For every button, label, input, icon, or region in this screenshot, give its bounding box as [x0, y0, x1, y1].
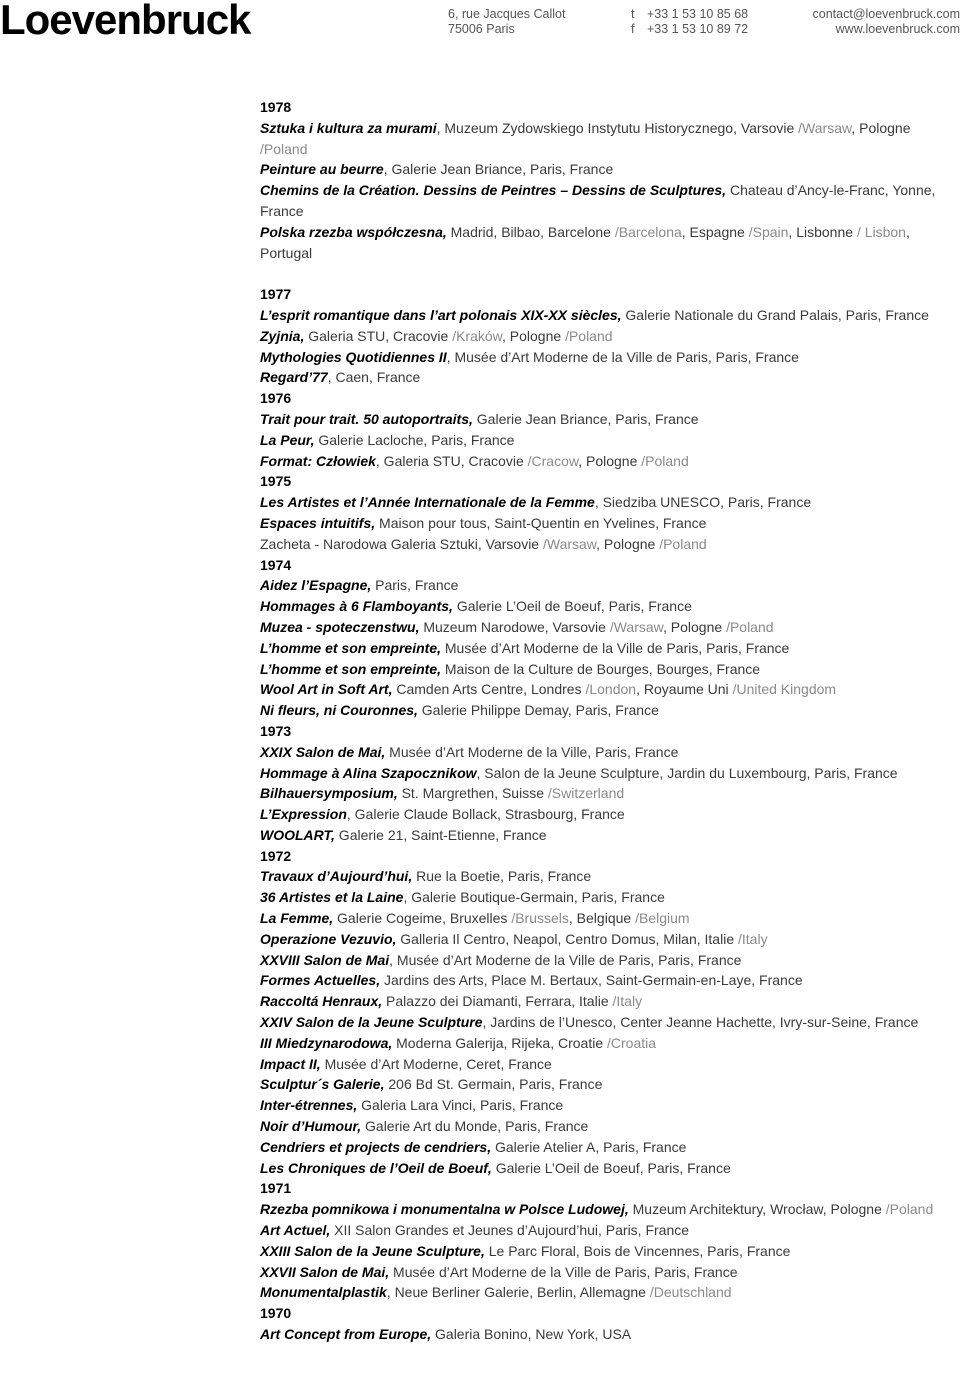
exhibition-venue: Musée d’Art Moderne de la Ville de Paris, Paris, France	[441, 639, 790, 656]
exhibition-venue: Palazzo dei Diamanti, Ferrara, Italie	[382, 993, 613, 1010]
exhibition-title: Muzea - spoteczenstwu,	[260, 618, 420, 635]
exhibition-title: Monumentalplastik	[260, 1284, 387, 1301]
exhibition-venue: , Musée d’Art Moderne de la Ville de Paris, Paris, France	[389, 951, 742, 968]
exhibition-entry	[260, 887, 960, 908]
year-heading: 1975	[260, 473, 292, 490]
exhibition-venue: , Pologne	[663, 618, 727, 635]
exhibition-entry	[260, 159, 960, 180]
english-place-name: /Poland	[641, 452, 689, 469]
exhibition-venue: , Lisbonne	[788, 223, 857, 240]
exhibition-entry	[260, 929, 960, 950]
exhibition-venue: , Pologne	[502, 327, 566, 344]
exhibition-title: Hommage à Alina Szapocznikow	[260, 764, 477, 781]
exhibition-title: Ni fleurs, ni Couronnes,	[260, 702, 418, 719]
exhibition-title: La Peur,	[260, 431, 315, 448]
exhibition-title: Travaux d’Aujourd’hui,	[260, 868, 413, 885]
exhibition-entry	[260, 659, 960, 680]
exhibition-title: Art Actuel,	[260, 1222, 331, 1239]
english-place-name: /Switzerland	[547, 785, 625, 802]
exhibition-entry	[260, 513, 960, 534]
exhibition-title: Inter-étrennes,	[260, 1097, 358, 1114]
exhibition-entry	[260, 1095, 960, 1116]
exhibition-entry	[260, 596, 960, 617]
exhibition-entry	[260, 970, 960, 991]
exhibition-entry	[260, 1220, 960, 1241]
exhibition-entry	[260, 1199, 960, 1220]
exhibition-venue: , Galerie Boutique-Germain, Paris, France	[403, 889, 665, 906]
exhibition-venue: Jardins des Arts, Place M. Bertaux, Saint-Germain-en-Laye, France	[380, 972, 803, 989]
year-heading: 1976	[260, 390, 292, 407]
exhibition-venue: 206 Bd St. Germain, Paris, France	[384, 1076, 603, 1093]
exhibition-title: La Femme,	[260, 910, 334, 927]
fax-number: +33 1 53 10 89 72	[647, 22, 749, 36]
exhibition-venue: Paris, France	[371, 577, 459, 594]
exhibition-title: L’homme et son empreinte,	[260, 660, 441, 677]
exhibition-entry	[260, 305, 960, 326]
english-place-name: /Deutschland	[649, 1284, 732, 1301]
exhibition-title: Peinture au beurre	[260, 161, 384, 178]
exhibition-entry	[260, 679, 960, 700]
exhibition-entry	[260, 430, 960, 451]
english-place-name: /Poland	[885, 1201, 934, 1218]
exhibition-title: Sculptur´s Galerie,	[260, 1076, 385, 1093]
exhibition-title: Espaces intuitifs,	[260, 514, 376, 531]
address-block	[448, 7, 565, 37]
year-heading: 1977	[260, 286, 292, 303]
exhibition-entry	[260, 1241, 960, 1262]
exhibition-venue: , Pologne	[578, 452, 642, 469]
exhibition-entry	[260, 492, 960, 513]
website-link[interactable]: www.loevenbruck.com	[835, 22, 960, 36]
exhibition-entry	[260, 991, 960, 1012]
exhibition-venue: , Siedziba UNESCO, Paris, France	[594, 494, 812, 511]
exhibition-venue: Musée d’Art Moderne, Ceret, France	[320, 1055, 552, 1072]
exhibition-entry	[260, 908, 960, 929]
exhibition-venue: Galerie L’Oeil de Boeuf, Paris, France	[491, 1159, 731, 1176]
fax-label: f	[631, 22, 635, 36]
english-place-name: /Italy	[612, 993, 643, 1010]
exhibition-venue: Rue la Boetie, Paris, France	[412, 868, 592, 885]
contact-block	[813, 7, 960, 37]
exhibition-venue: Chateau d’Ancy-le-Franc, Yonne, France	[260, 182, 936, 219]
exhibition-title: L’esprit romantique dans l’art polonais XIX-XX siècles,	[260, 306, 622, 323]
year-heading: 1970	[260, 1305, 292, 1322]
exhibition-venue: Le Parc Floral, Bois de Vincennes, Paris, France	[484, 1242, 791, 1259]
exhibition-entry	[260, 1074, 960, 1095]
exhibition-entry	[260, 950, 960, 971]
exhibition-title: Raccoltá Henraux,	[260, 993, 383, 1010]
exhibition-venue: Galeria Bonino, New York, USA	[431, 1326, 632, 1343]
exhibition-title: III Miedzynarodowa,	[260, 1034, 393, 1051]
exhibition-title: Impact II,	[260, 1055, 321, 1072]
year-heading: 1973	[260, 722, 292, 739]
english-place-name: /Spain	[748, 223, 789, 240]
exhibition-entry	[260, 1054, 960, 1075]
english-place-name: /Poland	[659, 535, 707, 552]
exhibition-venue: , Belgique	[568, 910, 636, 927]
exhibition-title: Format: Człowiek	[260, 452, 376, 469]
exhibition-venue: , Portugal	[260, 223, 910, 261]
exhibition-title: Zyjnia,	[260, 327, 305, 344]
exhibition-venue: Muzeum Architektury, Wrocław, Pologne	[628, 1201, 886, 1218]
exhibition-list	[260, 97, 960, 1345]
exhibition-entry	[260, 347, 960, 368]
exhibition-title: Aidez l’Espagne,	[260, 577, 372, 594]
exhibition-title: Mythologies Quotidiennes II	[260, 348, 447, 365]
exhibition-venue: Galerie Art du Monde, Paris, France	[361, 1118, 589, 1135]
exhibition-title: L’homme et son empreinte,	[260, 639, 441, 656]
exhibition-entry	[260, 326, 960, 347]
exhibition-entry	[260, 118, 960, 160]
exhibition-entry	[260, 1137, 960, 1158]
english-place-name: /London	[585, 681, 637, 698]
exhibition-title: Trait pour trait. 50 autoportraits,	[260, 410, 473, 427]
phone-number: +33 1 53 10 85 68	[647, 7, 749, 21]
exhibition-venue: Zacheta - Narodowa Galeria Sztuki, Varsovie	[260, 535, 543, 552]
english-place-name: /Belgium	[635, 910, 690, 927]
exhibition-venue: Camden Arts Centre, Londres	[392, 681, 586, 698]
exhibition-venue: , Neue Berliner Galerie, Berlin, Allemagne	[386, 1284, 650, 1301]
english-place-name: /United Kingdom	[732, 681, 837, 698]
exhibition-entry	[260, 575, 960, 596]
english-place-name: /Poland	[565, 327, 613, 344]
year-heading: 1972	[260, 847, 292, 864]
exhibition-entry	[260, 700, 960, 721]
exhibition-entry	[260, 742, 960, 763]
exhibition-title: Formes Actuelles,	[260, 972, 381, 989]
exhibition-venue: Galeria Lara Vinci, Paris, France	[357, 1097, 564, 1114]
exhibition-venue: , Pologne	[596, 535, 660, 552]
exhibition-venue: , Royaume Uni	[636, 681, 733, 698]
exhibition-title: XXIV Salon de la Jeune Sculpture	[260, 1014, 483, 1031]
english-place-name: /Warsaw	[609, 618, 663, 635]
exhibition-entry	[260, 783, 960, 804]
exhibition-venue: Galerie 21, Saint-Etienne, France	[334, 826, 547, 843]
exhibition-entry	[260, 866, 960, 887]
address-line-2: 75006 Paris	[448, 22, 515, 36]
exhibition-entry	[260, 451, 960, 472]
year-heading: 1978	[260, 99, 292, 115]
exhibition-entry	[260, 1282, 960, 1303]
exhibition-entry	[260, 825, 960, 846]
exhibition-title: WOOLART,	[260, 826, 335, 843]
exhibition-title: Cendriers et projects de cendriers,	[260, 1138, 492, 1155]
exhibition-entry	[260, 763, 960, 784]
exhibition-title: Regard’77	[260, 369, 328, 386]
exhibition-title: Noir d’Humour,	[260, 1118, 362, 1135]
exhibition-venue: Galerie Atelier A, Paris, France	[491, 1138, 687, 1155]
exhibition-entry	[260, 1116, 960, 1137]
exhibition-venue: Galeria STU, Cracovie	[304, 327, 453, 344]
phone-label: t	[631, 7, 635, 21]
exhibition-venue: , Pologne	[851, 119, 911, 136]
exhibition-entry	[260, 804, 960, 825]
english-place-name: /Barcelona	[614, 223, 682, 240]
exhibition-venue: , Galeria STU, Cracovie	[375, 452, 528, 469]
exhibition-entry	[260, 409, 960, 430]
exhibition-entry	[260, 1158, 960, 1179]
exhibition-venue: Galerie Jean Briance, Paris, France	[472, 410, 699, 427]
exhibition-title: XXIX Salon de Mai,	[260, 743, 386, 760]
exhibition-venue: St. Margrethen, Suisse	[397, 785, 548, 802]
exhibition-title: Wool Art in Soft Art,	[260, 681, 393, 698]
exhibition-venue: Moderna Galerija, Rijeka, Croatie	[392, 1034, 608, 1051]
exhibition-entry	[260, 180, 960, 222]
year-heading: 1971	[260, 1180, 292, 1197]
exhibition-entry	[260, 617, 960, 638]
year-spacer	[260, 263, 960, 284]
english-place-name: /Poland	[260, 140, 308, 157]
exhibition-venue: Galerie Cogeime, Bruxelles	[333, 910, 512, 927]
exhibition-title: XXIII Salon de la Jeune Sculpture,	[260, 1242, 485, 1259]
exhibition-venue: Galerie Nationale du Grand Palais, Paris, France	[621, 306, 929, 323]
english-place-name: /Brussels	[511, 910, 569, 927]
exhibition-entry	[260, 367, 960, 388]
exhibition-entry	[260, 1262, 960, 1283]
phone-block	[631, 7, 748, 37]
exhibition-venue: , Muzeum Zydowskiego Instytutu Historycznego, Varsovie	[436, 119, 799, 136]
exhibition-venue: , Caen, France	[327, 369, 421, 386]
exhibition-venue: , Salon de la Jeune Sculpture, Jardin du Luxembourg, Paris, France	[476, 764, 898, 781]
exhibition-entry	[260, 222, 960, 264]
english-place-name: /Croatia	[607, 1034, 657, 1051]
exhibition-venue: , Espagne	[681, 223, 749, 240]
exhibition-venue: Galerie Lacloche, Paris, France	[314, 431, 515, 448]
exhibition-title: Chemins de la Création. Dessins de Peintres – Dessins de Sculptures,	[260, 182, 727, 199]
email-link[interactable]: contact@loevenbruck.com	[812, 7, 960, 21]
exhibition-venue: , Musée d’Art Moderne de la Ville de Paris, Paris, France	[446, 348, 799, 365]
english-place-name: /Poland	[726, 618, 774, 635]
exhibition-venue: , Jardins de l’Unesco, Center Jeanne Hachette, Ivry-sur-Seine, France	[482, 1014, 919, 1031]
exhibition-title: Operazione Vezuvio,	[260, 930, 397, 947]
exhibition-venue: Maison pour tous, Saint-Quentin en Yvelines, France	[375, 514, 707, 531]
exhibition-venue: XII Salon Grandes et Jeunes d’Aujourd’hui, Paris, France	[330, 1222, 690, 1239]
exhibition-title: Les Artistes et l’Année Internationale de la Femme	[260, 494, 595, 511]
exhibition-venue: Galleria Il Centro, Neapol, Centro Domus, Milan, Italie	[396, 930, 738, 947]
gallery-logo: Loevenbruck	[0, 0, 251, 43]
exhibition-venue: Muzeum Narodowe, Varsovie	[419, 618, 610, 635]
exhibition-venue: Madrid, Bilbao, Barcelone	[446, 223, 615, 240]
exhibition-title: Bilhauersymposium,	[260, 785, 398, 802]
exhibition-title: Sztuka i kultura za murami	[260, 119, 437, 136]
exhibition-title: Les Chroniques de l’Oeil de Boeuf,	[260, 1159, 492, 1176]
exhibition-title: XXVIII Salon de Mai	[260, 951, 390, 968]
exhibition-title: Art Concept from Europe,	[260, 1326, 432, 1343]
exhibition-venue: , Galerie Claude Bollack, Strasbourg, France	[346, 806, 625, 823]
exhibition-venue: Musée d’Art Moderne de la Ville, Paris, France	[385, 743, 679, 760]
english-place-name: / Lisbon	[856, 223, 906, 240]
address-line-1: 6, rue Jacques Callot	[448, 7, 566, 21]
exhibition-venue: Musée d’Art Moderne de la Ville de Paris, Paris, France	[389, 1263, 738, 1280]
exhibition-title: 36 Artistes et la Laine	[260, 889, 404, 906]
exhibition-entry	[260, 1033, 960, 1054]
exhibition-entry	[260, 534, 960, 555]
exhibition-title: XXVII Salon de Mai,	[260, 1263, 390, 1280]
exhibition-entry	[260, 1012, 960, 1033]
exhibition-venue: , Galerie Jean Briance, Paris, France	[383, 161, 614, 178]
exhibition-entry	[260, 638, 960, 659]
english-place-name: /Kraków	[452, 327, 502, 344]
exhibition-venue: Maison de la Culture de Bourges, Bourges, France	[441, 660, 761, 677]
exhibition-title: L’Expression	[260, 806, 347, 823]
exhibition-venue: Galerie L’Oeil de Boeuf, Paris, France	[452, 598, 692, 615]
english-place-name: /Warsaw	[798, 119, 852, 136]
english-place-name: /Cracow	[527, 452, 579, 469]
exhibition-entry	[260, 1324, 960, 1345]
page-header	[0, 0, 960, 50]
year-heading: 1974	[260, 556, 292, 573]
exhibition-title: Polska rzezba współczesna,	[260, 223, 447, 240]
exhibition-title: Rzezba pomnikowa i monumentalna w Polsce Ludowej,	[260, 1201, 629, 1218]
exhibition-venue: Galerie Philippe Demay, Paris, France	[417, 702, 659, 719]
english-place-name: /Warsaw	[542, 535, 597, 552]
english-place-name: /Italy	[738, 930, 768, 947]
exhibition-title: Hommages à 6 Flamboyants,	[260, 598, 453, 615]
